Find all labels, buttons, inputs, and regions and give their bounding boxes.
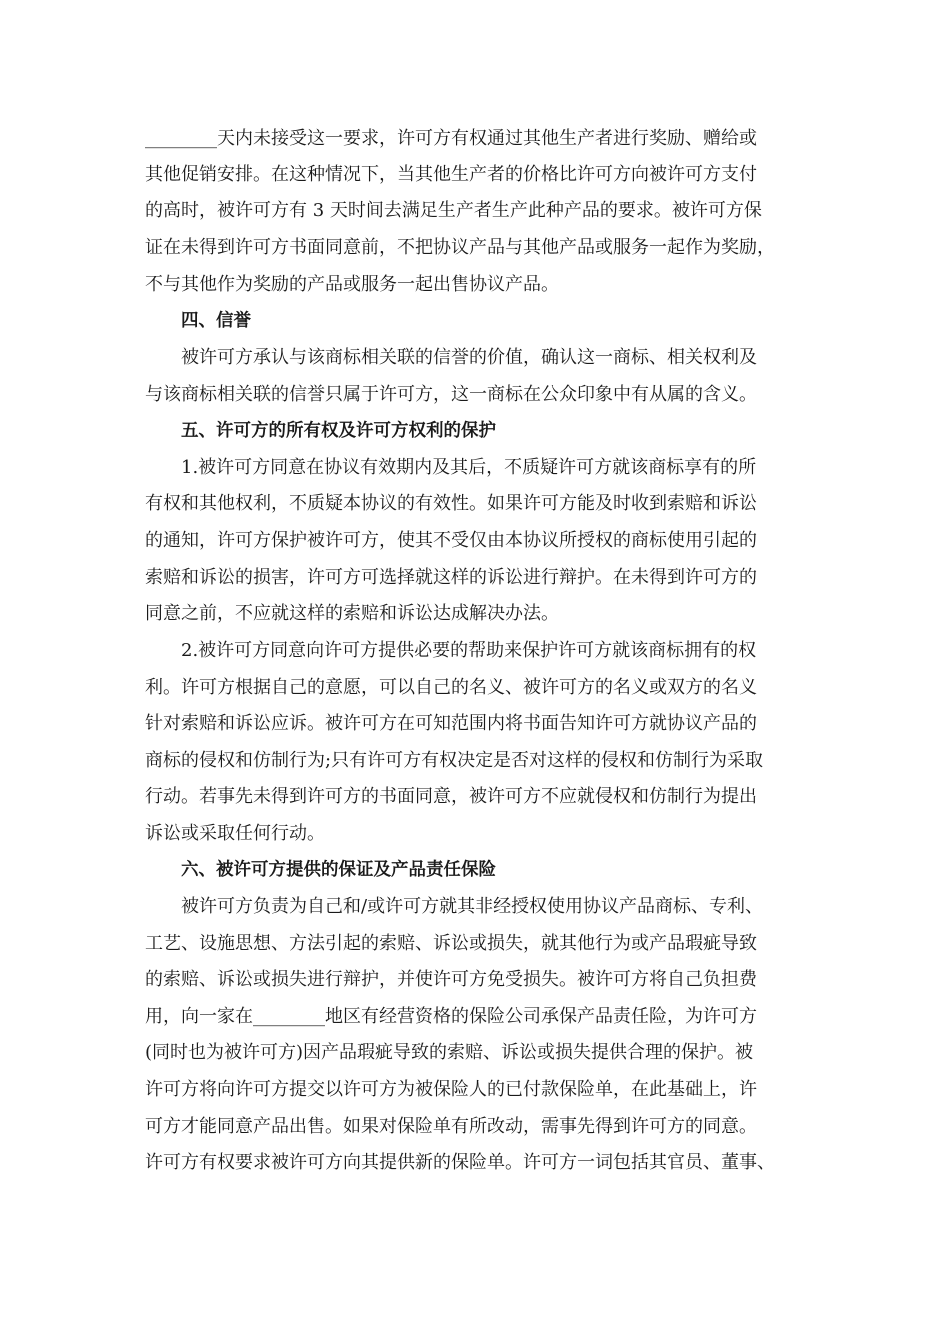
paragraph-line: 同意之前，不应就这样的索赔和诉讼达成解决办法。 [145,603,559,624]
paragraph-line: (同时也为被许可方)因产品瑕疵导致的索赔、诉讼或损失提供合理的保护。被 [145,1042,754,1063]
paragraph-line: 有权和其他权利，不质疑本协议的有效性。如果许可方能及时收到索赔和诉讼 [145,493,757,514]
paragraph-line: 其他促销安排。在这种情况下，当其他生产者的价格比许可方向被许可方支付 [145,164,757,185]
paragraph-line: 的索赔、诉讼或损失进行辩护，并使许可方免受损失。被许可方将自己负担费 [145,969,757,990]
paragraph-line: 2.被许可方同意向许可方提供必要的帮助来保护许可方就该商标拥有的权 [181,640,757,661]
section-heading-warranty-insurance: 六、被许可方提供的保证及产品责任保险 [181,860,496,880]
paragraph-line: 证在未得到许可方书面同意前，不把协议产品与其他产品或服务一起作为奖励， [145,237,775,258]
paragraph-line: 与该商标相关联的信誉只属于许可方，这一商标在公众印象中有从属的含义。 [145,384,757,405]
paragraph-line: 的通知，许可方保护被许可方，使其不受仅由本协议所授权的商标使用引起的 [145,530,757,551]
paragraph-line: 被许可方负责为自己和/或许可方就其非经授权使用协议产品商标、专利、 [181,896,764,917]
paragraph-line: 诉讼或采取任何行动。 [145,823,325,844]
paragraph-line: 行动。若事先未得到许可方的书面同意，被许可方不应就侵权和仿制行为提出 [145,786,757,807]
paragraph-line: 索赔和诉讼的损害，许可方可选择就这样的诉讼进行辩护。在未得到许可方的 [145,567,757,588]
paragraph-line: 工艺、设施思想、方法引起的索赔、诉讼或损失，就其他行为或产品瑕疵导致 [145,933,757,954]
section-heading-ownership-protection: 五、许可方的所有权及许可方权利的保护 [181,421,496,441]
paragraph-line: 针对索赔和诉讼应诉。被许可方在可知范围内将书面告知许可方就协议产品的 [145,713,757,734]
paragraph-line: 的高时，被许可方有 3 天时间去满足生产者生产此种产品的要求。被许可方保 [145,200,762,221]
paragraph-line: 用，向一家在________地区有经营资格的保险公司承保产品责任险，为许可方 [145,1006,757,1027]
paragraph-line: 不与其他作为奖励的产品或服务一起出售协议产品。 [145,274,559,295]
paragraph-line: 可方才能同意产品出售。如果对保险单有所改动，需事先得到许可方的同意。 [145,1116,757,1137]
section-heading-reputation: 四、信誉 [181,311,251,331]
paragraph-line: 许可方有权要求被许可方向其提供新的保险单。许可方一词包括其官员、董事、 [145,1152,775,1173]
paragraph-line: 被许可方承认与该商标相关联的信誉的价值，确认这一商标、相关权利及 [181,347,757,368]
paragraph-line: 1.被许可方同意在协议有效期内及其后，不质疑许可方就该商标享有的所 [181,457,757,478]
paragraph-line: ________天内未接受这一要求，许可方有权通过其他生产者进行奖励、赠给或 [145,128,757,149]
paragraph-line: 利。许可方根据自己的意愿，可以自己的名义、被许可方的名义或双方的名义 [145,677,757,698]
paragraph-line: 许可方将向许可方提交以许可方为被保险人的已付款保险单，在此基础上，许 [145,1079,757,1100]
paragraph-line: 商标的侵权和仿制行为;只有许可方有权决定是否对这样的侵权和仿制行为采取 [145,750,764,771]
